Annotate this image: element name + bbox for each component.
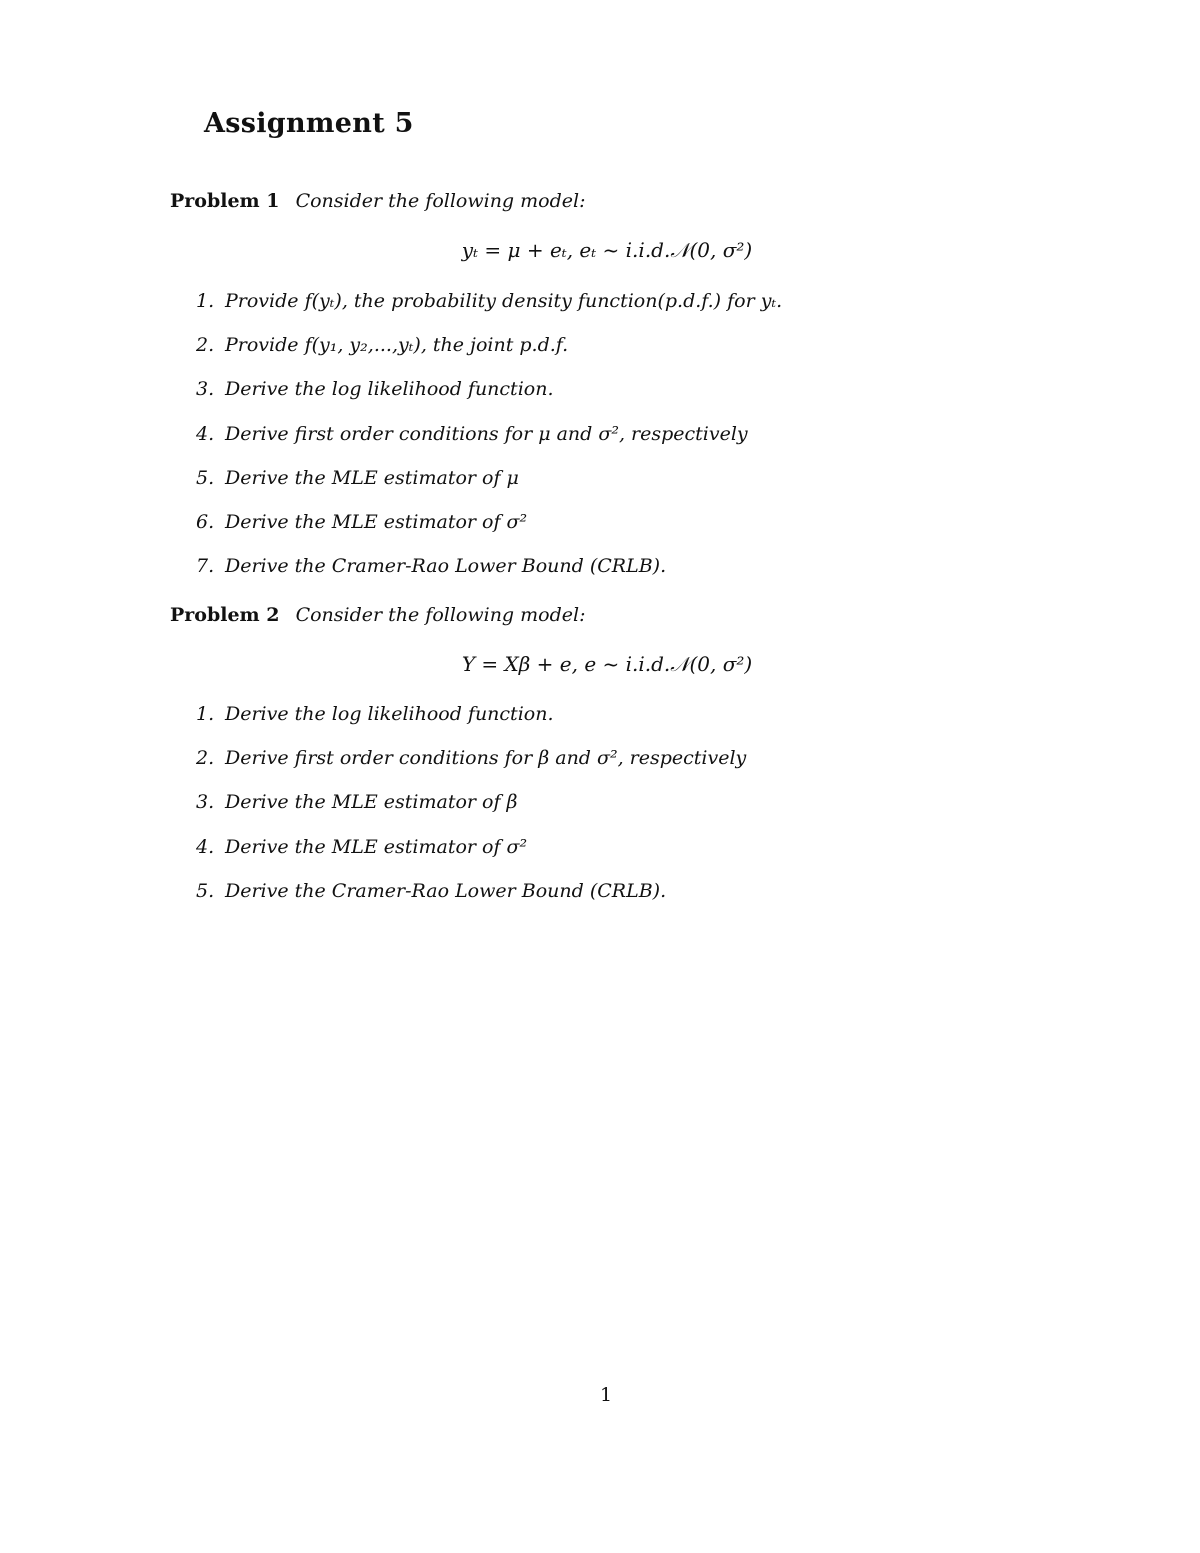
list-item xyxy=(196,511,782,555)
item-number: 2. xyxy=(196,334,215,357)
item-text: Derive first order conditions for μ and σ², respectively xyxy=(225,422,748,445)
list-item xyxy=(196,334,782,378)
list-item xyxy=(196,555,782,599)
item-number: 4. xyxy=(196,835,215,858)
list-item xyxy=(196,791,746,835)
item-text: Derive the MLE estimator of β xyxy=(225,791,518,814)
list-item xyxy=(196,378,782,422)
problem-2-equation: Y = Xβ + e, e ~ i.i.d.𝒩(0, σ²) xyxy=(461,652,753,676)
list-item xyxy=(196,880,746,924)
item-text: Provide f(yₜ), the probability density function(p.d.f.) for yₜ. xyxy=(225,290,783,312)
document-title: Assignment 5 xyxy=(204,108,414,139)
item-text: Derive the Cramer-Rao Lower Bound (CRLB). xyxy=(225,555,667,578)
item-number: 3. xyxy=(196,791,215,814)
problem-2-intro: Consider the following model: xyxy=(295,604,586,626)
page-number: 1 xyxy=(599,1384,613,1406)
problem-2-heading xyxy=(170,604,585,626)
item-text: Derive the MLE estimator of σ² xyxy=(225,510,528,533)
list-item xyxy=(196,423,782,467)
item-number: 1. xyxy=(196,703,215,725)
problem-2-list xyxy=(196,703,746,924)
item-text: Derive the MLE estimator of σ² xyxy=(225,835,528,858)
item-text: Derive first order conditions for β and σ², respectively xyxy=(225,747,747,770)
item-number: 4. xyxy=(196,422,215,445)
problem-1-intro: Consider the following model: xyxy=(295,190,586,212)
item-text: Derive the log likelihood function. xyxy=(225,378,554,401)
item-number: 7. xyxy=(196,555,215,578)
problem-1-heading xyxy=(170,190,585,212)
item-text: Derive the Cramer-Rao Lower Bound (CRLB). xyxy=(225,879,667,902)
item-number: 5. xyxy=(196,466,215,489)
list-item xyxy=(196,467,782,511)
item-number: 3. xyxy=(196,378,215,401)
problem-1-list xyxy=(196,290,782,599)
item-number: 6. xyxy=(196,510,215,533)
problem-1-label: Problem 1 xyxy=(170,190,280,212)
problem-2-label: Problem 2 xyxy=(170,604,280,626)
list-item xyxy=(196,703,746,747)
item-number: 1. xyxy=(196,290,215,312)
item-text: Derive the log likelihood function. xyxy=(225,703,554,725)
item-text: Provide f(y₁, y₂,...,yₜ), the joint p.d.f. xyxy=(225,334,569,357)
list-item xyxy=(196,290,782,334)
problem-1-equation: yₜ = μ + eₜ, eₜ ~ i.i.d.𝒩(0, σ²) xyxy=(461,238,753,262)
list-item xyxy=(196,836,746,880)
list-item xyxy=(196,747,746,791)
item-number: 2. xyxy=(196,747,215,770)
item-number: 5. xyxy=(196,879,215,902)
item-text: Derive the MLE estimator of μ xyxy=(225,466,519,489)
